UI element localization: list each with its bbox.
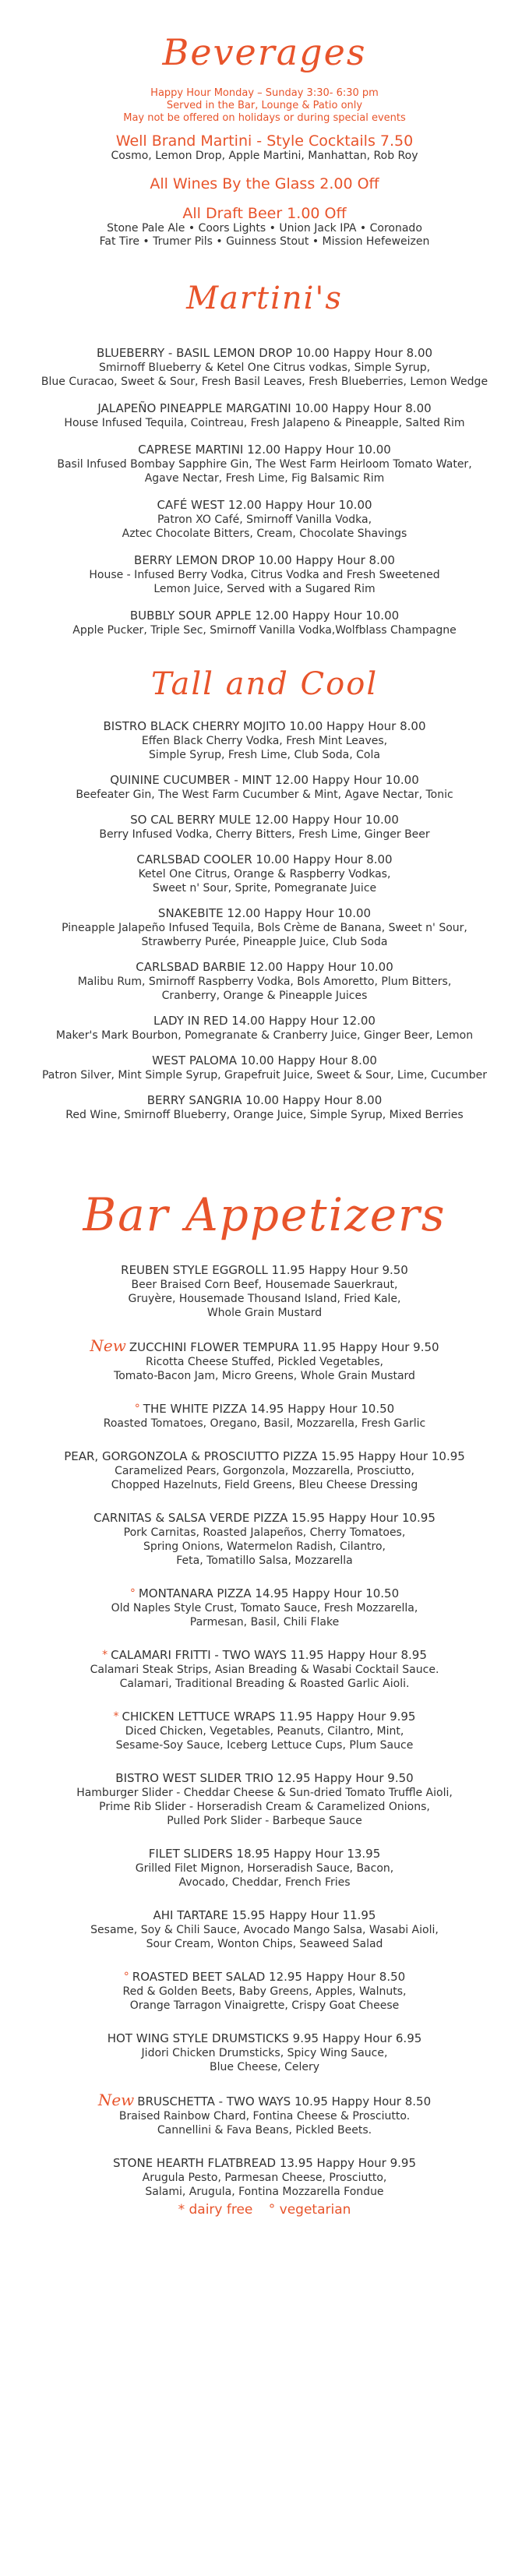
promo-item: [0, 175, 529, 192]
menu-item-name-price: STONE HEARTH FLATBREAD 13.95 Happy Hour 9.95: [112, 2156, 417, 2170]
menu-item-description: Malibu Rum, Smirnoff Raspberry Vodka, Bols Amoretto, Plum Bitters, Cranberry, Orange & Pineapple Juices: [77, 976, 452, 1002]
menu-item-description: Maker's Mark Bourbon, Pomegranate & Cranberry Juice, Ginger Beer, Lemon: [55, 1029, 474, 1042]
menu-item-description: Red & Golden Beets, Baby Greens, Apples, Walnuts, Orange Tarragon Vinaigrette, Crispy Goat Cheese: [122, 1985, 407, 2012]
menu-item-title: [16, 1263, 513, 1278]
menu-item-name-price: JALAPEÑO PINEAPPLE MARGATINI 10.00 Happy Hour 8.00: [97, 401, 432, 415]
menu-item-title: [16, 609, 513, 623]
menu-item-title: [16, 2156, 513, 2171]
promo-item: [0, 132, 529, 163]
menu-item: [16, 1449, 513, 1492]
menu-item-title: [16, 906, 513, 921]
menu-item: [16, 2031, 513, 2074]
menu-item-title: [16, 1014, 513, 1029]
menu-item-name-price: SO CAL BERRY MULE 12.00 Happy Hour 10.00: [130, 813, 399, 827]
martinis-title: Martini's: [186, 281, 343, 316]
menu-item-description: Apple Pucker, Triple Sec, Smirnoff Vanilla Vodka,Wolfblass Champagne: [72, 624, 457, 637]
menu-item-name-price: QUININE CUCUMBER - MINT 12.00 Happy Hour 10.00: [110, 773, 419, 787]
menu-item: [16, 1014, 513, 1043]
menu-item: [16, 1511, 513, 1568]
tall-cool-title: Tall and Cool: [150, 666, 379, 702]
menu-item: [16, 1970, 513, 2013]
menu-item-title: [16, 1053, 513, 1068]
menu-item-title: [16, 1710, 513, 1724]
menu-item-title: [16, 1847, 513, 1861]
menu-item-name-price: CARLSBAD BARBIE 12.00 Happy Hour 10.00: [136, 960, 393, 974]
menu-item-title: [16, 443, 513, 457]
menu-item-name-price: CALAMARI FRITTI - TWO WAYS 11.95 Happy Hour 8.95: [111, 1648, 427, 1662]
menu-item-title: [16, 1586, 513, 1601]
legend: [0, 2202, 529, 2218]
menu-item-title: [16, 1449, 513, 1464]
menu-item-title: [16, 553, 513, 568]
beverages-section: [0, 31, 529, 249]
promo-title: All Draft Beer 1.00 Off: [182, 205, 347, 222]
menu-item-name-price: CARLSBAD COOLER 10.00 Happy Hour 8.00: [136, 852, 393, 866]
menu-item: [16, 401, 513, 430]
tall-cool-section: [0, 666, 529, 1122]
happy-hour-line: May not be offered on holidays or during special events: [123, 112, 406, 124]
menu-item: [16, 1093, 513, 1122]
menu-item: [16, 719, 513, 762]
menu-item-description: Caramelized Pears, Gorgonzola, Mozzarella, Prosciutto, Chopped Hazelnuts, Field Greens, Bleu Cheese Dressing: [111, 1465, 418, 1491]
menu-item-description: Braised Rainbow Chard, Fontina Cheese & Prosciutto. Cannellini & Fava Beans, Pickled Beets.: [118, 2110, 411, 2137]
menu-item-description: Ketel One Citrus, Orange & Raspberry Vodkas, Sweet n' Sour, Sprite, Pomegranate Juice: [138, 868, 391, 895]
vegetarian-marker: °: [134, 1403, 140, 1415]
menu-item-name-price: BLUEBERRY - BASIL LEMON DROP 10.00 Happy Hour 8.00: [96, 346, 433, 360]
promo-title: Well Brand Martini - Style Cocktails 7.50: [115, 132, 414, 150]
menu-item-title: [16, 773, 513, 788]
menu-item-description: Patron XO Café, Smirnoff Vanilla Vodka, Aztec Chocolate Bitters, Cream, Chocolate Shavings: [122, 513, 407, 540]
menu-item-title: [16, 346, 513, 361]
happy-hour-line: Happy Hour Monday – Sunday 3:30- 6:30 pm: [150, 87, 379, 99]
menu-item-description: House Infused Tequila, Cointreau, Fresh Jalapeno & Pineapple, Salted Rim: [64, 417, 465, 429]
menu-item-name-price: THE WHITE PIZZA 14.95 Happy Hour 10.50: [143, 1402, 395, 1416]
menu-item: [16, 813, 513, 842]
promo-desc: Stone Pale Ale • Coors Lights • Union Jack IPA • Coronado Fat Tire • Trumer Pils • Guinness Stout • Mission Hefeweizen: [99, 222, 430, 248]
menu-item: [16, 1053, 513, 1082]
menu-item-name-price: SNAKEBITE 12.00 Happy Hour 10.00: [157, 906, 372, 920]
menu-item-description: Berry Infused Vodka, Cherry Bitters, Fresh Lime, Ginger Beer: [99, 828, 430, 841]
menu-item-title: [16, 1336, 513, 1355]
menu-item-name-price: HOT WING STYLE DRUMSTICKS 9.95 Happy Hour 6.95: [107, 2031, 422, 2045]
menu-item-title: [16, 2031, 513, 2046]
menu-item: [16, 1263, 513, 1320]
menu-item-name-price: PEAR, GORGONZOLA & PROSCIUTTO PIZZA 15.95 Happy Hour 10.95: [64, 1449, 465, 1463]
promo-desc: Cosmo, Lemon Drop, Apple Martini, Manhattan, Rob Roy: [111, 150, 418, 162]
menu-item: [16, 498, 513, 541]
menu-item-name-price: BUBBLY SOUR APPLE 12.00 Happy Hour 10.00: [129, 609, 400, 623]
menu-item-name-price: ZUCCHINI FLOWER TEMPURA 11.95 Happy Hour 9.50: [129, 1340, 439, 1354]
menu-item-name-price: BISTRO BLACK CHERRY MOJITO 10.00 Happy Hour 8.00: [103, 719, 426, 733]
menu-item-description: Pineapple Jalapeño Infused Tequila, Bols Crème de Banana, Sweet n' Sour, Strawberry Purée, Pineapple Juice, Club Soda: [62, 922, 467, 948]
menu-item: [16, 1648, 513, 1691]
menu-item-description: Calamari Steak Strips, Asian Breading & Wasabi Cocktail Sauce. Calamari, Traditional Breading & Roasted Garlic Aioli.: [90, 1664, 439, 1690]
menu-item-title: [16, 1093, 513, 1108]
promo-item: [0, 205, 529, 249]
happy-hour-line: Served in the Bar, Lounge & Patio only: [166, 100, 363, 111]
menu-item-name-price: CAPRESE MARTINI 12.00 Happy Hour 10.00: [138, 443, 391, 457]
menu-item-description: Hamburger Slider - Cheddar Cheese & Sun-dried Tomato Truffle Aioli, Prime Rib Slider - Horseradish Cream & Caramelized Onions, Pulled Pork Slider - Barbeque Sauce: [76, 1787, 453, 1827]
martini-list: [0, 346, 529, 637]
new-badge: New: [97, 2091, 135, 2109]
menu-item-title: [16, 498, 513, 513]
vegetarian-marker: °: [123, 1971, 129, 1983]
menu-item-title: [16, 813, 513, 827]
menu-item-description: Effen Black Cherry Vodka, Fresh Mint Leaves, Simple Syrup, Fresh Lime, Club Soda, Cola: [141, 735, 388, 761]
menu-item-name-price: AHI TARTARE 15.95 Happy Hour 11.95: [153, 1908, 376, 1922]
dairy-free-marker: *: [102, 1649, 108, 1661]
menu-item: [16, 1402, 513, 1431]
menu-item-description: House - Infused Berry Vodka, Citrus Vodka and Fresh Sweetened Lemon Juice, Served with a Sugared Rim: [89, 569, 440, 595]
menu-item-title: [16, 1511, 513, 1526]
menu-item: [16, 852, 513, 895]
menu-item-name-price: CARNITAS & SALSA VERDE PIZZA 15.95 Happy Hour 10.95: [93, 1511, 436, 1525]
appetizers-list: [0, 1263, 529, 2199]
menu-item-title: [16, 960, 513, 975]
menu-item: [16, 553, 513, 596]
appetizers-section: [0, 1188, 529, 2218]
legend-dairy-free: * dairy free: [178, 2202, 253, 2218]
menu-item-title: [16, 1908, 513, 1923]
menu-item-description: Red Wine, Smirnoff Blueberry, Orange Juice, Simple Syrup, Mixed Berries: [65, 1109, 464, 1121]
appetizers-title: Bar Appetizers: [83, 1188, 446, 1241]
menu-item-name-price: BERRY LEMON DROP 10.00 Happy Hour 8.00: [134, 553, 395, 567]
menu-item-name-price: LADY IN RED 14.00 Happy Hour 12.00: [153, 1014, 376, 1028]
menu-item-description: Pork Carnitas, Roasted Jalapeños, Cherry Tomatoes, Spring Onions, Watermelon Radish, Cilantro, Feta, Tomatillo Salsa, Mozzarella: [123, 1526, 406, 1567]
menu-item: [16, 960, 513, 1003]
martinis-section: [0, 281, 529, 637]
menu-item-title: [16, 852, 513, 867]
menu-item-description: Jidori Chicken Drumsticks, Spicy Wing Sauce, Blue Cheese, Celery: [141, 2047, 388, 2073]
menu-item: [16, 906, 513, 949]
menu-item-title: [16, 1771, 513, 1786]
dairy-free-marker: *: [113, 1710, 119, 1723]
tall-cool-list: [0, 719, 529, 1122]
menu-item-name-price: BISTRO WEST SLIDER TRIO 12.95 Happy Hour 9.50: [115, 1771, 414, 1785]
menu-item-description: Arugula Pesto, Parmesan Cheese, Prosciutto, Salami, Arugula, Fontina Mozzarella Fondue: [142, 2172, 387, 2198]
menu-item-title: [16, 2093, 513, 2109]
menu-item: [16, 1586, 513, 1629]
menu-item: [16, 773, 513, 802]
menu-item-title: [16, 1402, 513, 1417]
menu-item-name-price: CAFÉ WEST 12.00 Happy Hour 10.00: [157, 498, 372, 512]
menu-item-description: Basil Infused Bombay Sapphire Gin, The West Farm Heirloom Tomato Water, Agave Nectar, Fresh Lime, Fig Balsamic Rim: [57, 458, 472, 485]
menu-item-description: Patron Silver, Mint Simple Syrup, Grapefruit Juice, Sweet & Sour, Lime, Cucumber: [41, 1069, 488, 1082]
menu-item-title: [16, 401, 513, 416]
menu-item-title: [16, 719, 513, 734]
menu-item: [16, 443, 513, 485]
menu-item-description: Grilled Filet Mignon, Horseradish Sauce, Bacon, Avocado, Cheddar, French Fries: [135, 1862, 394, 1889]
menu-item: [16, 1336, 513, 1383]
new-badge: New: [90, 1336, 126, 1355]
menu-item-name-price: REUBEN STYLE EGGROLL 11.95 Happy Hour 9.50: [121, 1263, 408, 1277]
menu-item-name-price: BRUSCHETTA - TWO WAYS 10.95 Happy Hour 8.50: [137, 2094, 432, 2108]
menu-item: [16, 1710, 513, 1752]
menu-item: [16, 1908, 513, 1951]
menu-item-description: Sesame, Soy & Chili Sauce, Avocado Mango Salsa, Wasabi Aioli, Sour Cream, Wonton Chips, Seaweed Salad: [90, 1924, 439, 1950]
menu-item: [16, 2156, 513, 2199]
menu-item-title: [16, 1970, 513, 1985]
menu-item-name-price: WEST PALOMA 10.00 Happy Hour 8.00: [152, 1053, 377, 1067]
vegetarian-marker: °: [129, 1587, 136, 1600]
happy-hour-info: [0, 87, 529, 125]
menu-item: [16, 346, 513, 389]
menu-item: [16, 609, 513, 637]
menu-item: [16, 1771, 513, 1828]
beverages-title: Beverages: [162, 31, 367, 73]
menu-item-name-price: BERRY SANGRIA 10.00 Happy Hour 8.00: [146, 1093, 383, 1107]
promo-title: All Wines By the Glass 2.00 Off: [150, 175, 379, 192]
menu-item-description: Diced Chicken, Vegetables, Peanuts, Cilantro, Mint, Sesame-Soy Sauce, Iceberg Lettuce Cups, Plum Sauce: [115, 1725, 414, 1752]
menu-item: [16, 1847, 513, 1890]
menu-item: [16, 2093, 513, 2137]
menu-item-description: Roasted Tomatoes, Oregano, Basil, Mozzarella, Fresh Garlic: [103, 1417, 426, 1430]
menu-item-description: Old Naples Style Crust, Tomato Sauce, Fresh Mozzarella, Parmesan, Basil, Chili Flake: [111, 1602, 418, 1629]
menu-item-title: [16, 1648, 513, 1663]
menu-item-description: Beer Braised Corn Beef, Housemade Sauerkraut, Gruyère, Housemade Thousand Island, Fried Kale, Whole Grain Mustard: [128, 1279, 401, 1319]
menu-item-name-price: FILET SLIDERS 18.95 Happy Hour 13.95: [148, 1847, 381, 1861]
legend-vegetarian: ° vegetarian: [268, 2202, 351, 2218]
menu-item-description: Beefeater Gin, The West Farm Cucumber & Mint, Agave Nectar, Tonic: [76, 789, 453, 801]
menu-item-name-price: ROASTED BEET SALAD 12.95 Happy Hour 8.50: [132, 1970, 406, 1984]
menu-item-description: Ricotta Cheese Stuffed, Pickled Vegetables, Tomato-Bacon Jam, Micro Greens, Whole Grain Mustard: [114, 1356, 415, 1382]
menu-item-name-price: MONTANARA PIZZA 14.95 Happy Hour 10.50: [138, 1586, 400, 1600]
menu-item-name-price: CHICKEN LETTUCE WRAPS 11.95 Happy Hour 9.95: [122, 1710, 416, 1724]
menu-item-description: Smirnoff Blueberry & Ketel One Citrus vodkas, Simple Syrup, Blue Curacao, Sweet & Sour, Fresh Basil Leaves, Fresh Blueberries, Lemon Wedge: [41, 362, 488, 388]
